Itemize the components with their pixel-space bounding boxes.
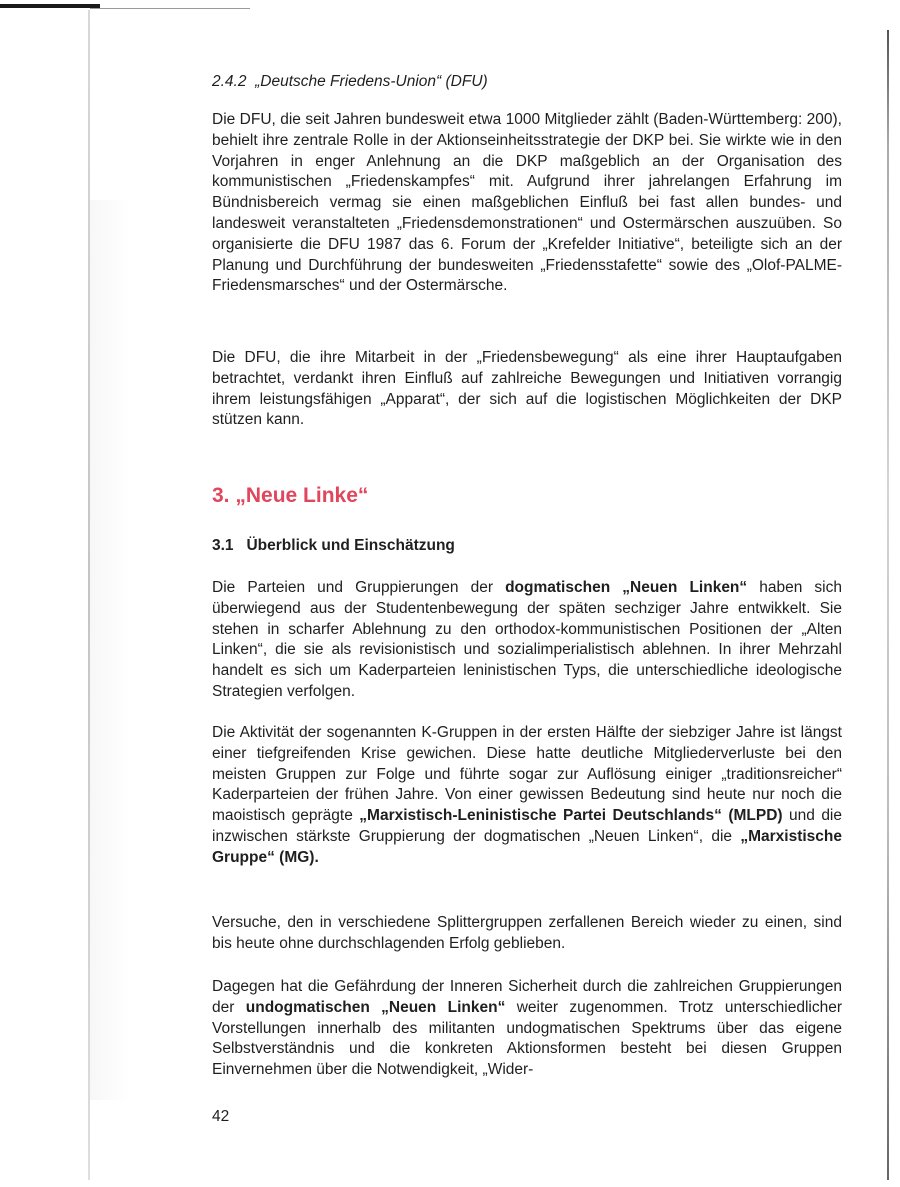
emphasis-undogmatic: undogmatischen „Neuen Linken“: [245, 998, 506, 1016]
chapter-title: „Neue Linke“: [235, 484, 369, 507]
subsection-heading: [212, 72, 488, 93]
scan-edge-line: [90, 8, 250, 9]
paragraph-k-groups: [212, 723, 842, 869]
paragraph-undogmatic-left: [212, 977, 842, 1081]
section-number: 3.1: [212, 537, 234, 554]
text-run: Die Aktivität der sogenannten K-Gruppen in der ersten Hälfte der siebziger Jahre ist längst einer tiefgreifenden Krise gewichen. Diese hatte deutliche Mitgliederverluste bei den meisten Gruppen zur Folge und führte sogar zur Auflösung einiger „traditionsreicher“ Kaderparteien der frühen Jahre. Von einer gewissen Bedeutung sind heute nur noch die maoistisch geprägte: [212, 724, 842, 825]
page-shadow-left: [90, 200, 130, 1100]
paragraph-splinter-groups: Versuche, den in verschiedene Splittergruppen zerfallenen Bereich wieder zu einen, sind bis heute ohne durchschlagenden Erfolg geblieben.: [212, 914, 842, 952]
text-run: haben sich überwiegend aus der Studentenbewegung der späten sechziger Jahre entwikkelt. Sie stehen in scharfer Ablehnung zu den orthodox-kommunistischen Positionen der „Alten Linken“, die sie als revisionistisch und sozialimperialistisch ablehnen. In ihrer Mehrzahl handelt es sich um Kaderparteien leninistischen Typs, die unterschiedliche ideologische Strategien verfolgen.: [212, 579, 842, 700]
text-run: und die inzwischen stärkste Gruppierung der dogmatischen „Neuen Linken“, die: [212, 807, 842, 845]
section-heading: [212, 536, 455, 557]
text-run: weiter zugenommen. Trotz unterschiedlicher Vorstellungen innerhalb des militanten undogmatischen Spektrums über das eigene Selbstverständnis und die konkreten Aktionsformen besteht bei diesen Gruppen Einvernehmen über die Notwendigkeit, „Wider-: [212, 998, 842, 1079]
paragraph-dogmatic-left: [212, 578, 842, 703]
emphasis-mg: „Marxistische Gruppe“ (MG).: [212, 827, 842, 866]
subsection-number: 2.4.2: [212, 73, 247, 90]
page-number: 42: [212, 1108, 230, 1125]
page-edge-right: [887, 30, 889, 1180]
subsection-title: „Deutsche Friedens-Union“ (DFU): [255, 73, 488, 90]
emphasis-mlpd: „Marxistisch-Leninistische Partei Deutschlands“ (MLPD): [359, 807, 783, 825]
emphasis-dogmatic: dogmatischen „Neuen Linken“: [505, 579, 748, 596]
text-run: Die Parteien und Gruppierungen der: [212, 579, 506, 596]
chapter-number: 3.: [212, 484, 230, 507]
text-run: Dagegen hat die Gefährdung der Inneren Sicherheit durch die zahlreichen Gruppierungen der: [212, 978, 842, 1016]
paragraph-dfu-apparatus: Die DFU, die ihre Mitarbeit in der „Friedensbewegung“ als eine ihrer Hauptaufgaben betrachtet, verdankt ihren Einfluß auf zahlreiche Bewegungen und Initiativen vorrangig ihrem leistungsfähigen „Apparat“, der sich auf die logistischen Möglichkeiten der DKP stützen kann.: [212, 349, 842, 429]
section-title: Überblick und Einschätzung: [246, 537, 455, 554]
chapter-heading: [212, 484, 368, 508]
paragraph-dfu-role: Die DFU, die seit Jahren bundesweit etwa 1000 Mitglieder zählt (Baden-Württemberg: 200), behielt ihre zentrale Rolle in der Aktionseinheitsstrategie der DKP bei. Sie wirkte wie in den Vorjahren in enger Anlehnung an die DKP maßgeblich an der Organisation des kommunistischen „Friedenskampfes“ mit. Aufgrund ihrer jahrelangen Erfahrung im Bündnisbereich vermag sie einen maßgeblichen Einfluß bei fast allen bundes- und landesweit veranstalteten „Friedensdemonstrationen“ und Ostermärschen auszuüben. So organisierte die DFU 1987 das 6. Forum der „Krefelder Initiative“, beteiligte sich an der Planung und Durchführung der bundesweiten „Friedensstafette“ sowie des „Olof-PALME-Friedensmarsches“ und der Ostermärsche.: [212, 111, 842, 295]
scan-edge-mark: [0, 4, 100, 8]
